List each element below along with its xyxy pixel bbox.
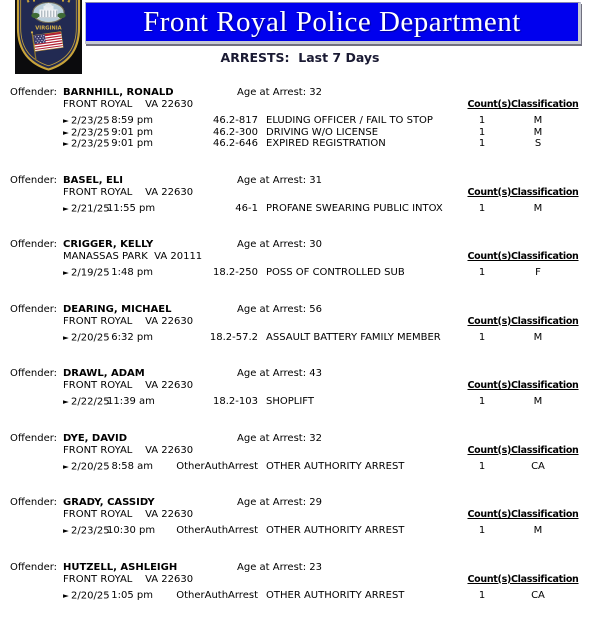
age-at-arrest — [237, 368, 322, 379]
arrow-bullet-icon: ► — [63, 139, 69, 148]
arrest-record — [10, 562, 595, 602]
charge-description: SHOPLIFT — [266, 396, 314, 407]
charge-description: DRIVING W/O LICENSE — [266, 126, 379, 138]
offender-label: Offender: — [10, 87, 58, 98]
title-banner — [85, 2, 581, 44]
charge-code: OtherAuthArrest — [176, 460, 258, 472]
arrow-bullet-icon: ► — [63, 461, 69, 471]
offender-label: Offender: — [10, 561, 58, 573]
charge-code: 18.2-57.2 — [209, 331, 258, 343]
age-at-arrest — [237, 175, 322, 186]
charge-classification: S — [534, 138, 542, 149]
offender-label: Offender: — [10, 303, 58, 315]
charges-list — [10, 590, 595, 602]
charge-row — [10, 590, 595, 602]
address-row — [10, 508, 595, 521]
charge-date-cell — [63, 127, 110, 139]
offender-row — [10, 433, 595, 444]
age-value: 56 — [309, 303, 322, 315]
age-label: Age at Arrest: — [237, 174, 307, 186]
charge-counts: 1 — [478, 589, 486, 601]
charge-date-cell — [63, 332, 110, 344]
age-label: Age at Arrest: — [237, 87, 307, 98]
arrow-bullet-icon: ► — [63, 397, 69, 406]
charges-list — [10, 332, 595, 344]
address-row — [10, 573, 595, 586]
charge-row — [10, 396, 595, 408]
charge-counts: 1 — [478, 331, 486, 343]
charge-counts: 1 — [478, 126, 486, 138]
age-at-arrest — [237, 562, 322, 573]
offender-name: GRADY, CASSIDY — [63, 497, 155, 508]
charge-counts: 1 — [478, 396, 486, 407]
charge-date: 2/23/25 — [71, 127, 110, 138]
age-at-arrest — [237, 497, 322, 508]
charge-classification: M — [533, 202, 543, 214]
charge-date: 2/23/25 — [71, 115, 110, 127]
charge-time: 11:55 pm — [107, 202, 156, 214]
offender-name: CRIGGER, KELLY — [63, 239, 154, 250]
offender-address: FRONT ROYAL VA 22630 — [63, 573, 194, 585]
charges-list — [10, 525, 595, 537]
age-value: 30 — [309, 239, 322, 250]
charge-time: 1:48 pm — [111, 267, 153, 278]
classification-column-header: Classification — [511, 315, 579, 327]
counts-column-header: Count(s) — [467, 444, 511, 456]
offender-address: FRONT ROYAL VA 22630 — [63, 380, 194, 391]
charge-date-cell — [63, 203, 110, 215]
charge-row — [10, 115, 595, 127]
charge-row — [10, 267, 595, 279]
charges-list — [10, 203, 595, 215]
classification-column-header: Classification — [511, 573, 579, 585]
offender-label: Offender: — [10, 497, 58, 508]
age-label: Age at Arrest: — [237, 497, 307, 508]
charge-date: 2/23/25 — [71, 525, 110, 537]
charges-list — [10, 267, 595, 279]
charge-classification: F — [535, 267, 541, 278]
counts-column-header: Count(s) — [467, 186, 511, 198]
offender-row — [10, 368, 595, 379]
classification-column-header: Classification — [511, 99, 579, 110]
charge-date-cell — [63, 590, 110, 602]
offender-row — [10, 87, 595, 98]
address-row — [10, 379, 595, 392]
arrest-record — [10, 497, 595, 537]
offender-row — [10, 304, 595, 315]
charge-code: OtherAuthArrest — [176, 525, 258, 536]
counts-column-header: Count(s) — [467, 573, 511, 585]
charge-time: 9:01 pm — [111, 138, 153, 149]
arrow-bullet-icon: ► — [63, 332, 69, 342]
counts-column-header: Count(s) — [467, 315, 511, 327]
arrest-record — [10, 239, 595, 279]
arrest-record — [10, 87, 595, 150]
arrow-bullet-icon: ► — [63, 203, 69, 213]
address-row — [10, 315, 595, 328]
counts-column-header: Count(s) — [467, 380, 511, 391]
charge-classification: M — [533, 525, 543, 536]
charge-description: PROFANE SWEARING PUBLIC INTOX — [266, 202, 443, 214]
charge-time: 10:30 pm — [107, 525, 156, 536]
charges-list — [10, 115, 595, 150]
charge-row — [10, 332, 595, 344]
records-list — [10, 87, 595, 626]
charge-date: 2/23/25 — [71, 138, 110, 150]
age-value: 29 — [309, 497, 322, 508]
offender-label: Offender: — [10, 239, 58, 250]
charge-date-cell — [63, 525, 110, 537]
charge-code: 46.2-817 — [213, 115, 258, 126]
arrest-record — [10, 175, 595, 215]
charge-row — [10, 203, 595, 215]
charge-time: 1:05 pm — [111, 589, 153, 601]
charge-date-cell — [63, 396, 110, 408]
arrow-bullet-icon: ► — [63, 526, 69, 535]
charge-counts: 1 — [478, 115, 486, 126]
charge-time: 9:01 pm — [111, 126, 153, 138]
age-at-arrest — [237, 87, 322, 98]
charge-classification: M — [533, 126, 543, 138]
charge-time: 6:32 pm — [111, 331, 153, 343]
offender-address: FRONT ROYAL VA 22630 — [63, 315, 194, 327]
charge-code: 46-1 — [235, 202, 258, 214]
age-value: 32 — [309, 432, 322, 444]
offender-address: FRONT ROYAL VA 22630 — [63, 509, 194, 520]
age-label: Age at Arrest: — [237, 239, 307, 250]
counts-column-header: Count(s) — [467, 99, 511, 110]
age-label: Age at Arrest: — [237, 561, 307, 573]
charge-counts: 1 — [478, 267, 486, 278]
charge-description: OTHER AUTHORITY ARREST — [266, 589, 405, 601]
offender-name: DRAWL, ADAM — [63, 368, 145, 379]
offender-name: DEARING, MICHAEL — [63, 303, 172, 315]
offender-name: HUTZELL, ASHLEIGH — [63, 561, 178, 573]
charge-description: OTHER AUTHORITY ARREST — [266, 460, 405, 472]
counts-column-header: Count(s) — [467, 251, 511, 262]
charge-description: EXPIRED REGISTRATION — [266, 138, 386, 149]
charge-description: ELUDING OFFICER / FAIL TO STOP — [266, 115, 433, 126]
classification-column-header: Classification — [511, 509, 579, 520]
age-label: Age at Arrest: — [237, 303, 307, 315]
offender-address: MANASSAS PARK VA 20111 — [63, 251, 203, 262]
arrest-record — [10, 433, 595, 473]
charge-classification: CA — [531, 589, 545, 601]
charge-description: OTHER AUTHORITY ARREST — [266, 525, 405, 536]
arrest-record — [10, 368, 595, 408]
offender-address: FRONT ROYAL VA 22630 — [63, 444, 194, 456]
offender-row — [10, 562, 595, 573]
charge-date: 2/21/25 — [71, 203, 110, 214]
arrow-bullet-icon: ► — [63, 127, 69, 137]
page-title: Front Royal Police Department — [143, 5, 521, 38]
charge-counts: 1 — [478, 138, 486, 149]
charge-time: 11:39 am — [107, 396, 155, 407]
offender-name: BASEL, ELI — [63, 174, 123, 186]
charge-date-cell — [63, 115, 110, 127]
offender-name: BARNHILL, RONALD — [63, 87, 174, 98]
offender-label: Offender: — [10, 368, 58, 379]
charges-list — [10, 396, 595, 408]
age-value: 23 — [309, 561, 322, 573]
offender-label: Offender: — [10, 432, 58, 444]
age-value: 31 — [309, 174, 322, 186]
charge-row — [10, 138, 595, 150]
age-at-arrest — [237, 433, 322, 444]
charge-row — [10, 525, 595, 537]
charge-code: 18.2-250 — [213, 267, 258, 278]
address-row — [10, 250, 595, 263]
patch-state-label: VIRGINIA — [35, 25, 62, 32]
address-row — [10, 444, 595, 457]
charge-classification: M — [533, 115, 543, 126]
report-subtitle: ARRESTS: Last 7 Days — [220, 50, 380, 65]
charge-date-cell — [63, 138, 110, 150]
charges-list — [10, 461, 595, 473]
arrow-bullet-icon: ► — [63, 590, 69, 600]
charge-counts: 1 — [478, 460, 486, 472]
charge-classification: CA — [531, 460, 545, 472]
charge-counts: 1 — [478, 525, 486, 536]
charge-date-cell — [63, 267, 110, 279]
arrow-bullet-icon: ► — [63, 116, 69, 125]
counts-column-header: Count(s) — [467, 509, 511, 520]
charge-time: 8:59 pm — [111, 115, 153, 126]
offender-address: FRONT ROYAL VA 22630 — [63, 186, 194, 198]
charge-date: 2/20/25 — [71, 461, 110, 472]
charge-row — [10, 127, 595, 139]
charge-code: OtherAuthArrest — [176, 589, 258, 601]
charge-counts: 1 — [478, 202, 486, 214]
offender-row — [10, 239, 595, 250]
charge-code: 46.2-646 — [213, 138, 258, 149]
offender-row — [10, 497, 595, 508]
address-row — [10, 186, 595, 199]
charge-date-cell — [63, 461, 110, 473]
age-value: 32 — [309, 87, 322, 98]
address-row — [10, 98, 595, 111]
charge-description: POSS OF CONTROLLED SUB — [266, 267, 405, 278]
charge-date: 2/22/25 — [71, 396, 110, 408]
arrest-record — [10, 304, 595, 344]
charge-date: 2/20/25 — [71, 332, 110, 343]
classification-column-header: Classification — [511, 251, 579, 262]
offender-address: FRONT ROYAL VA 22630 — [63, 99, 194, 110]
age-at-arrest — [237, 304, 322, 315]
age-label: Age at Arrest: — [237, 432, 307, 444]
charge-date: 2/20/25 — [71, 590, 110, 601]
offender-label: Offender: — [10, 174, 58, 186]
offender-name: DYE, DAVID — [63, 432, 128, 444]
charge-classification: M — [533, 396, 543, 407]
charge-row — [10, 461, 595, 473]
offender-row — [10, 175, 595, 186]
charge-code: 18.2-103 — [213, 396, 258, 407]
charge-code: 46.2-300 — [213, 126, 258, 138]
classification-column-header: Classification — [511, 444, 579, 456]
classification-column-header: Classification — [511, 186, 579, 198]
age-value: 43 — [309, 368, 322, 379]
charge-time: 8:58 am — [111, 460, 153, 472]
age-at-arrest — [237, 239, 322, 250]
classification-column-header: Classification — [511, 380, 579, 391]
charge-description: ASSAULT BATTERY FAMILY MEMBER — [266, 331, 441, 343]
arrow-bullet-icon: ► — [63, 268, 69, 277]
charge-date: 2/19/25 — [71, 267, 110, 279]
age-label: Age at Arrest: — [237, 368, 307, 379]
charge-classification: M — [533, 331, 543, 343]
